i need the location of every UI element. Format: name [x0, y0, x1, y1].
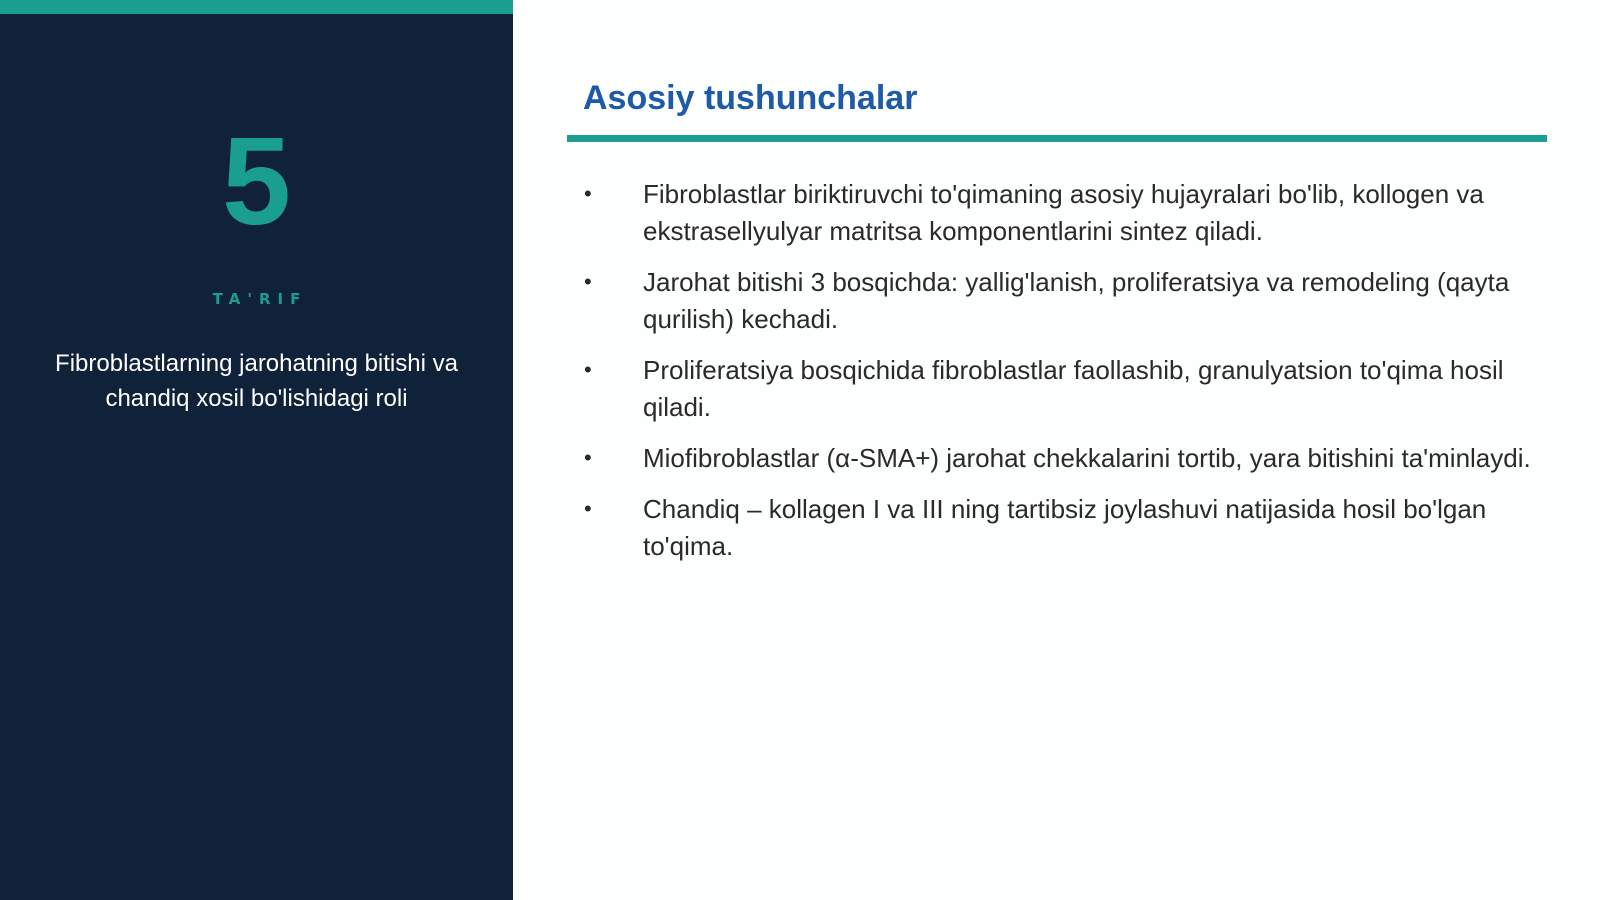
bullet-icon: •	[584, 496, 592, 521]
section-label: TA'RIF	[212, 290, 308, 308]
bullet-icon: •	[584, 269, 592, 294]
bullet-text: Chandiq – kollagen I va III ning tartibsiz joylashuvi natijasida hosil bo'lgan to'qima.	[643, 494, 1487, 561]
title-divider	[567, 135, 1547, 142]
bullet-icon: •	[584, 181, 592, 206]
section-subtitle: Fibroblastlarning jarohatning bitishi va chandiq xosil bo'lishidagi roli	[55, 350, 458, 412]
bullet-item	[583, 176, 1543, 250]
section-number: 5	[222, 113, 291, 251]
slide-title: Asosiy tushunchalar	[583, 79, 918, 117]
bullet-item	[583, 352, 1543, 426]
bullet-text: Proliferatsiya bosqichida fibroblastlar faollashib, granulyatsion to'qima hosil qiladi.	[643, 355, 1504, 422]
section-panel	[0, 0, 513, 900]
bullet-item	[583, 440, 1543, 477]
bullet-item	[583, 264, 1543, 338]
bullet-icon: •	[584, 445, 592, 470]
bullet-text: Miofibroblastlar (α-SMA+) jarohat chekkalarini tortib, yara bitishini ta'minlaydi.	[643, 443, 1531, 473]
accent-bar	[0, 0, 513, 14]
bullet-text: Fibroblastlar biriktiruvchi to'qimaning asosiy hujayralari bo'lib, kollogen va ekstrasellyulyar matritsa komponentlarini sintez qiladi.	[643, 179, 1484, 246]
bullet-item	[583, 491, 1543, 565]
bullet-icon: •	[584, 357, 592, 382]
bullet-list	[583, 176, 1543, 579]
bullet-text: Jarohat bitishi 3 bosqichda: yallig'lanish, proliferatsiya va remodeling (qayta qurilish) kechadi.	[643, 267, 1510, 334]
